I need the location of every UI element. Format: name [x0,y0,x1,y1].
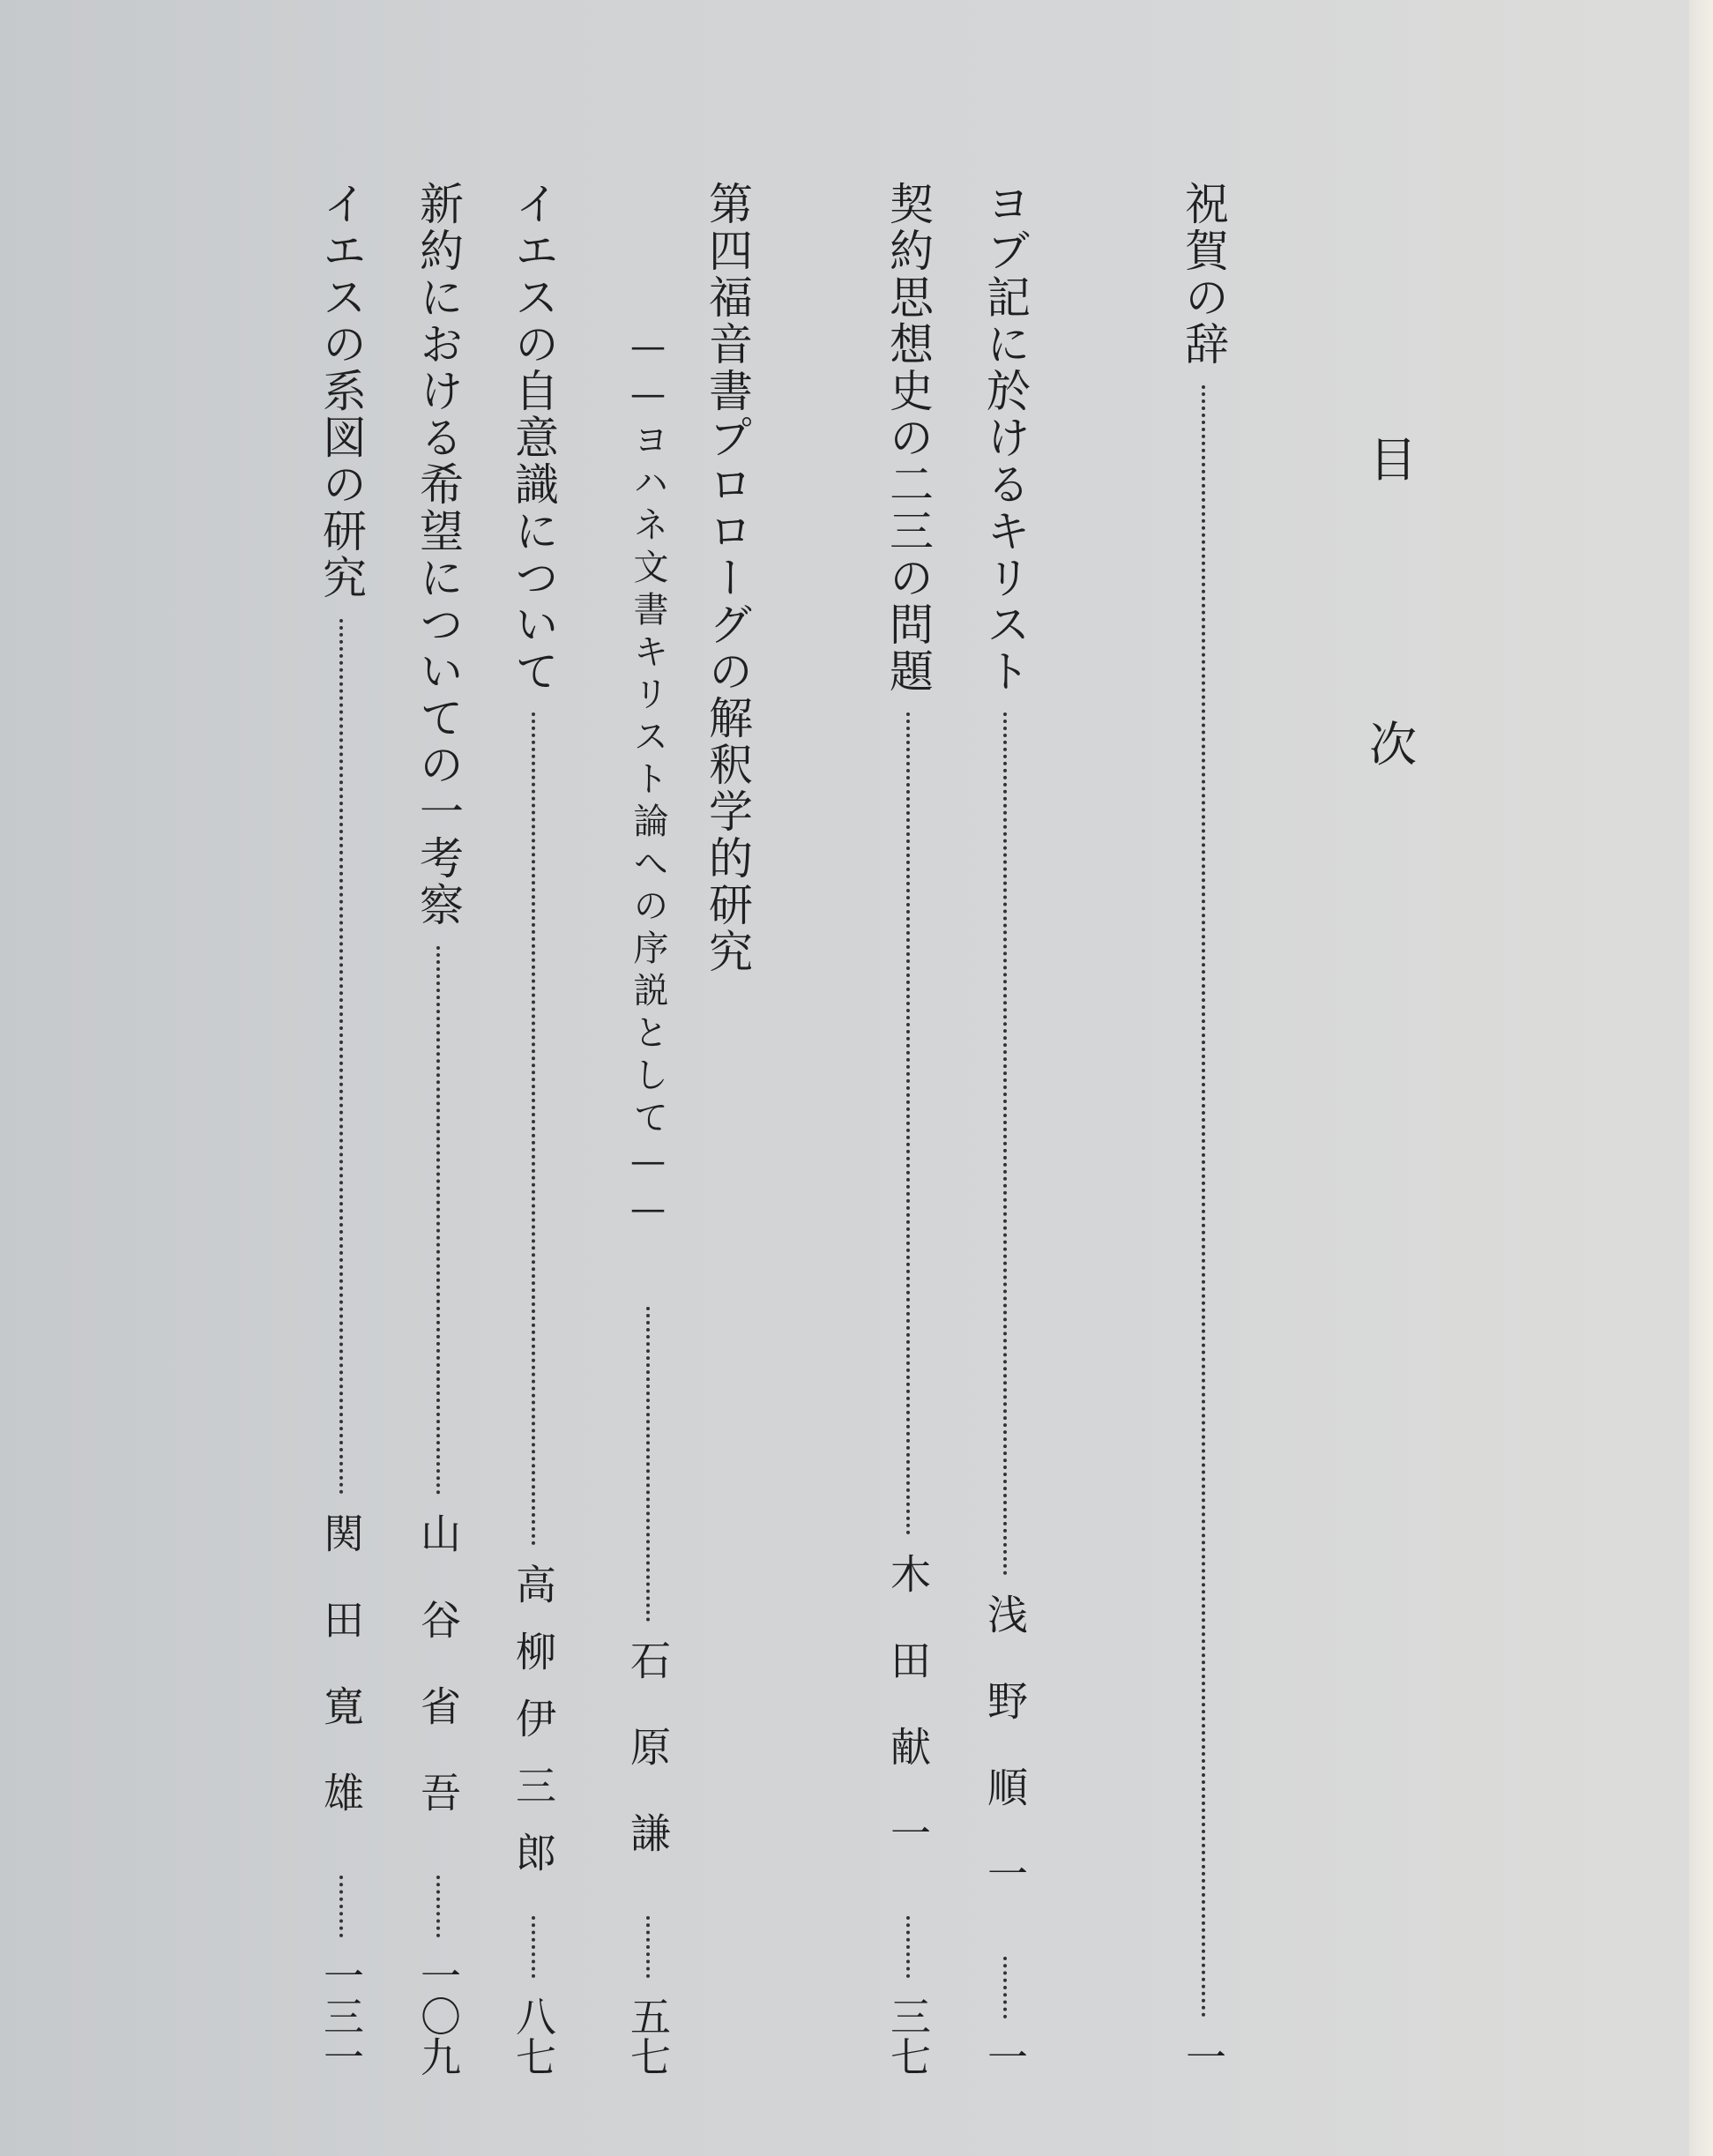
toc-entry[interactable] [696,181,758,1027]
entry-title: 新約における希望についての一考察 [413,181,464,929]
entry-title: 祝賀の辞 [1178,181,1229,368]
entry-page-number: 一 [1180,2036,1227,2077]
toc-heading-char-2: 次 [1369,717,1417,772]
entry-subtitle: ——ヨハネ文書キリスト論への序説として—— [628,326,668,1236]
dot-leader [339,619,343,1495]
toc-entry[interactable] [877,181,939,2077]
entry-title: イエスの系図の研究 [316,181,367,601]
entry-page-number: 一三一 [317,1955,365,2077]
entry-title: 第四福音書プロローグの解釈学的研究 [702,181,753,975]
toc-entry[interactable] [974,181,1036,2077]
toc-entry-continuation[interactable] [617,326,679,2077]
toc-heading-char-1: 目 [1369,432,1417,488]
dot-leader [1202,385,1205,2018]
entry-author: 関田寛雄 [317,1512,365,1858]
toc-entry[interactable] [1173,181,1234,2077]
dot-leader [906,712,910,1535]
entry-page-number: 五七 [624,1996,672,2077]
entry-author: 石原謙 [624,1639,672,1899]
toc-entry[interactable] [503,181,564,2077]
dot-leader [339,1876,343,1937]
entry-title: 契約思想史の二三の問題 [883,181,934,695]
toc-entry[interactable] [407,181,469,2077]
entry-author: 浅野順一 [981,1593,1029,1939]
entry-title: ヨブ記に於けるキリスト [979,181,1031,695]
dot-leader [1003,712,1007,1576]
entry-author: 木田献一 [884,1553,932,1899]
entry-page-number: 一 [981,2036,1029,2077]
entry-page-number: 八七 [510,1996,557,2077]
entry-author: 山谷省吾 [414,1512,462,1858]
entry-author: 高柳伊三郎 [510,1563,557,1899]
dot-leader [646,1916,650,1978]
dot-leader [646,1307,650,1622]
toc-entry[interactable] [310,181,372,2077]
entry-page-number: 三七 [884,1996,932,2077]
dot-leader [906,1916,910,1978]
entry-title: イエスの自意識について [508,181,559,695]
entry-page-number: 一〇九 [414,1955,462,2077]
dot-leader [436,1876,440,1937]
dot-leader [1003,1957,1007,2018]
dot-leader [532,1916,535,1978]
dot-leader [436,946,440,1495]
page-edge [1689,0,1713,2156]
dot-leader [532,712,535,1546]
